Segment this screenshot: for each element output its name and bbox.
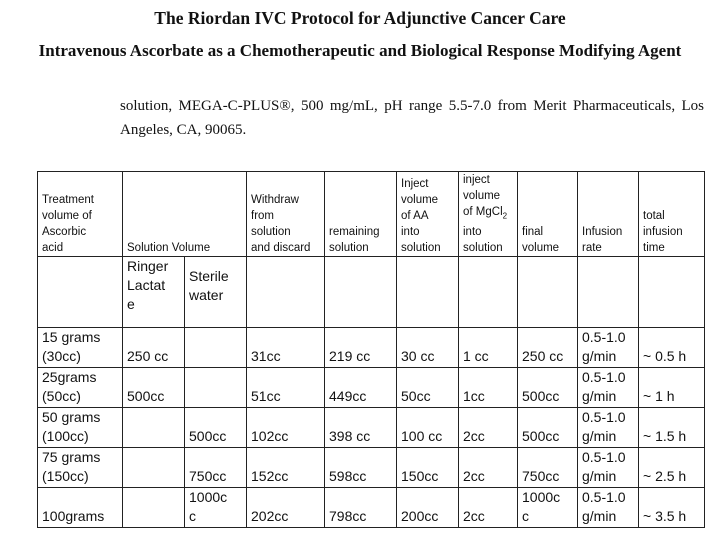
- subheader-sterile: Sterile water: [185, 257, 247, 328]
- cell-final: 250 cc: [518, 328, 578, 368]
- cell-withdraw: 102cc: [247, 408, 325, 448]
- cell-ringer: [123, 448, 185, 488]
- header-final-volume: final volume: [518, 172, 578, 257]
- cell-inject-mg: 2cc: [459, 488, 518, 528]
- cell-withdraw: 51cc: [247, 368, 325, 408]
- cell-final: 750cc: [518, 448, 578, 488]
- cell-sterile: [185, 328, 247, 368]
- table-row: [38, 408, 705, 448]
- cell-remaining: 449cc: [325, 368, 397, 408]
- header-inject-mgcl2: inject volume of MgCl$_2$ into solution: [459, 172, 518, 257]
- cell-inject-mg: 1cc: [459, 368, 518, 408]
- cell-rate: 0.5-1.0 g/min: [578, 448, 639, 488]
- cell-ringer: 500cc: [123, 368, 185, 408]
- cell-remaining: 398 cc: [325, 408, 397, 448]
- table-row: [38, 368, 705, 408]
- document-title: The Riordan IVC Protocol for Adjunctive Cancer Care: [154, 8, 566, 28]
- cell-inject-aa: 30 cc: [397, 328, 459, 368]
- header-total-time: total infusion time: [639, 172, 705, 257]
- subheader-ringer: Ringer Lactat e: [123, 257, 185, 328]
- cell-final: 1000c c: [518, 488, 578, 528]
- header-solution-volume: Solution Volume: [123, 172, 247, 257]
- cell-sterile: [185, 368, 247, 408]
- table-header-row: [38, 172, 705, 257]
- cell-time: ~ 3.5 h: [639, 488, 705, 528]
- cell-rate: 0.5-1.0 g/min: [578, 368, 639, 408]
- cell-inject-aa: 200cc: [397, 488, 459, 528]
- cell-sterile: 1000c c: [185, 488, 247, 528]
- cell-inject-mg: 2cc: [459, 448, 518, 488]
- body-paragraph: solution, MEGA-C-PLUS®, 500 mg/mL, pH range 5.5-7.0 from Merit Pharmaceuticals, Los Angeles, CA, 90065.: [120, 98, 704, 138]
- cell-sterile: 750cc: [185, 448, 247, 488]
- cell-final: 500cc: [518, 368, 578, 408]
- cell-time: ~ 1 h: [639, 368, 705, 408]
- cell-time: ~ 1.5 h: [639, 408, 705, 448]
- cell-remaining: 598cc: [325, 448, 397, 488]
- header-infusion-rate: Infusion rate: [578, 172, 639, 257]
- cell-treatment: 15 grams (30cc): [38, 328, 123, 368]
- cell-rate: 0.5-1.0 g/min: [578, 328, 639, 368]
- cell-treatment: 50 grams (100cc): [38, 408, 123, 448]
- document-subtitle: Intravenous Ascorbate as a Chemotherapeutic and Biological Response Modifying Agent: [38, 41, 682, 60]
- cell-ringer: [123, 488, 185, 528]
- cell-withdraw: 31cc: [247, 328, 325, 368]
- cell-final: 500cc: [518, 408, 578, 448]
- cell-withdraw: 202cc: [247, 488, 325, 528]
- table-row: [38, 488, 705, 528]
- dosage-table: [37, 171, 705, 528]
- cell-sterile: 500cc: [185, 408, 247, 448]
- cell-inject-aa: 150cc: [397, 448, 459, 488]
- cell-rate: 0.5-1.0 g/min: [578, 408, 639, 448]
- header-remaining: remaining solution: [325, 172, 397, 257]
- cell-time: ~ 0.5 h: [639, 328, 705, 368]
- cell-ringer: [123, 408, 185, 448]
- cell-inject-mg: 1 cc: [459, 328, 518, 368]
- cell-remaining: 798cc: [325, 488, 397, 528]
- cell-inject-aa: 100 cc: [397, 408, 459, 448]
- header-inject-aa: Inject volume of AA into solution: [397, 172, 459, 257]
- header-treatment: Treatment volume of Ascorbic acid: [38, 172, 123, 257]
- table-row: [38, 448, 705, 488]
- cell-rate: 0.5-1.0 g/min: [578, 488, 639, 528]
- table-subheader-row: [38, 257, 705, 328]
- cell-treatment: 100grams: [38, 488, 123, 528]
- cell-treatment: 75 grams (150cc): [38, 448, 123, 488]
- cell-inject-aa: 50cc: [397, 368, 459, 408]
- table-row: [38, 328, 705, 368]
- cell-remaining: 219 cc: [325, 328, 397, 368]
- cell-time: ~ 2.5 h: [639, 448, 705, 488]
- cell-treatment: 25grams (50cc): [38, 368, 123, 408]
- header-withdraw: Withdraw from solution and discard: [247, 172, 325, 257]
- cell-inject-mg: 2cc: [459, 408, 518, 448]
- cell-withdraw: 152cc: [247, 448, 325, 488]
- cell-ringer: 250 cc: [123, 328, 185, 368]
